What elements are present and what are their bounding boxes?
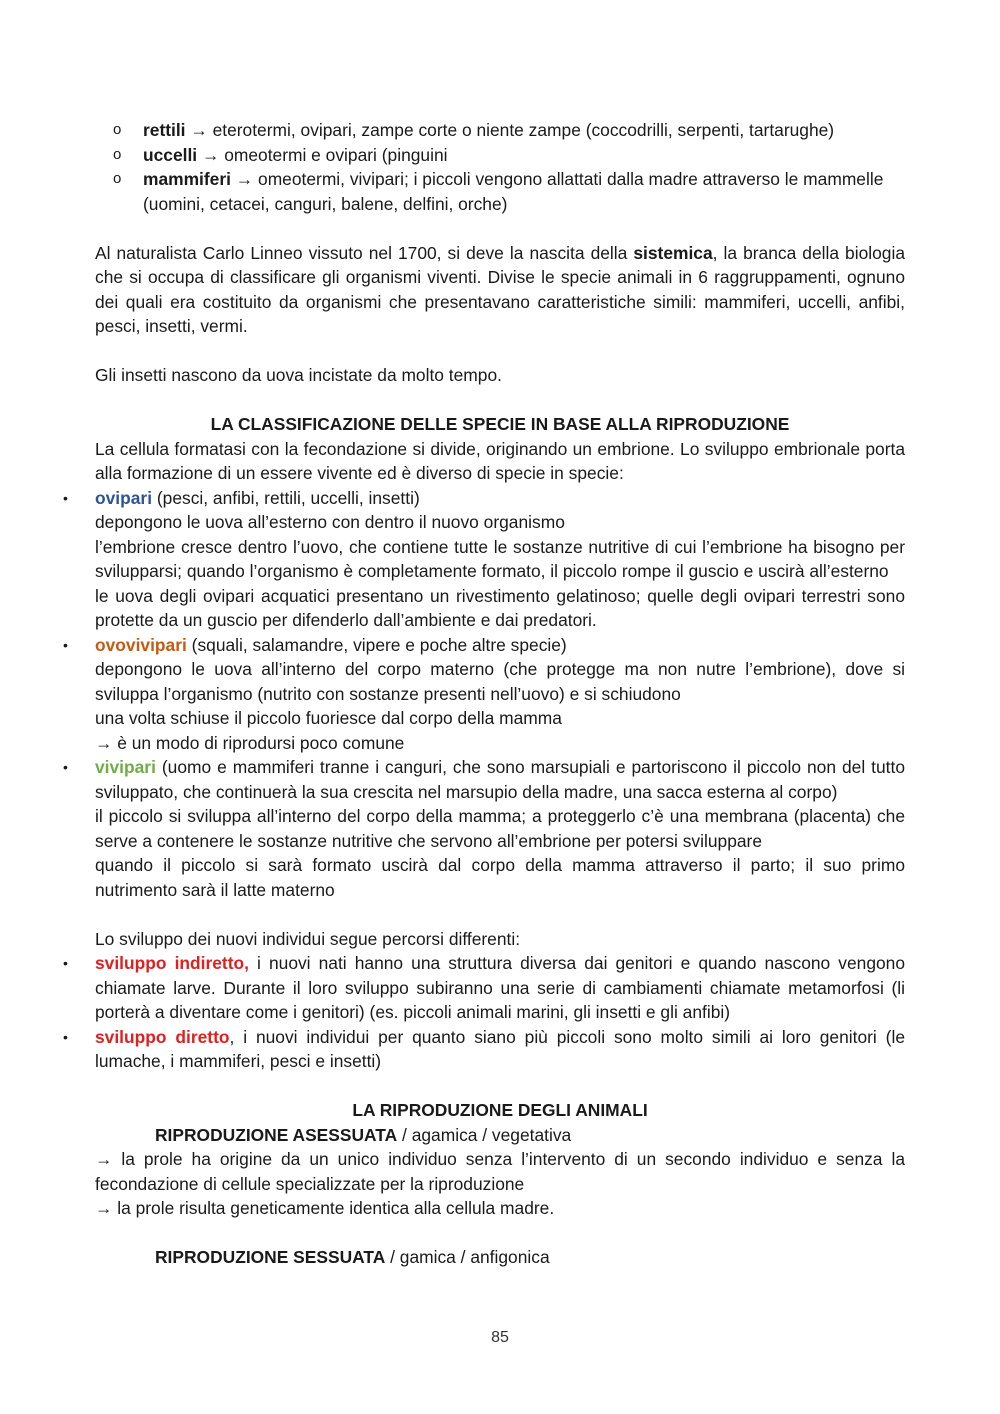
list-term: uccelli — [143, 144, 198, 165]
list-term: rettili — [143, 120, 186, 140]
section-intro: La cellula formatasi con la fecondazione si divide, originando un embrione. Lo sviluppo embrionale porta alla formazione di un essere vivente ed è diverso di specie in specie: — [95, 438, 905, 483]
term-ovovivipari: ovovivipari — [95, 634, 187, 655]
term-ovipari: ovipari — [95, 487, 153, 508]
sviluppo-intro: Lo sviluppo dei nuovi individui segue percorsi differenti: — [95, 928, 521, 949]
ovipari-examples: (pesci, anfibi, rettili, uccelli, insetti) — [152, 487, 420, 508]
indiretto-text: i nuovi nati hanno una struttura diversa dai genitori e quando nascono vengono chiamate larve. Durante il loro sviluppo subiranno una serie di cambiamenti chiamate metamorfosi (li porterà a diventare come i genitori) (es. piccoli animali marini, gli insetti e gli anfibi) — [95, 953, 906, 1022]
list-marker: o — [113, 121, 122, 138]
asexual-line-2: → la prole risulta geneticamente identica alla cellula madre. — [95, 1198, 555, 1218]
sexual-heading — [95, 1245, 905, 1270]
list-text: → omeotermi, vivipari; i piccoli vengono allattati dalla madre attraverso le mammelle (uomini, cetacei, canguri, balene, delfini, orche) — [143, 169, 884, 214]
list-term: mammiferi — [143, 169, 231, 189]
ovovivipari-line-3: → è un modo di riprodursi poco comune — [95, 732, 405, 753]
page-number: 85 — [491, 1329, 509, 1346]
linneo-before: Al naturalista Carlo Linneo vissuto nel 1700, si deve la nascita della — [95, 242, 634, 263]
list-text: → omeotermi e ovipari (pinguini — [197, 144, 448, 165]
list-item — [95, 167, 905, 216]
asexual-heading — [95, 1123, 905, 1148]
ovipari-line-2: l’embrione cresce dentro l’uovo, che contiene tutte le sostanze nutritive di cui l’embrione ha bisogno per svilupparsi; quando l’organismo è completamente formato, il piccolo rompe il guscio e uscirà all’esterno — [95, 536, 905, 581]
list-item — [95, 118, 905, 143]
section-heading: LA CLASSIFICAZIONE DELLE SPECIE IN BASE ALLA RIPRODUZIONE — [210, 414, 790, 434]
list-item — [95, 143, 905, 168]
classes-list — [95, 118, 905, 216]
bullet-sviluppo-indiretto — [63, 951, 906, 1025]
ovovivipari-line-2: una volta schiuse il piccolo fuoriesce dal corpo della mamma — [95, 708, 562, 728]
vivipari-examples: (uomo e mammiferi tranne i canguri, che sono marsupiali e partoriscono il piccolo non del tutto sviluppato, che continuerà la sua crescita nel marsupio della madre, una sacca esterna al corpo) — [95, 757, 905, 802]
ovovivipari-line-1: depongono le uova all’interno del corpo materno (che protegge ma non nutre l’embrione), dove si sviluppa l’organismo (nutrito con sostanze presenti nell’uovo) e si schiudono — [95, 659, 905, 704]
asexual-term: RIPRODUZIONE ASESSUATA — [155, 1124, 398, 1145]
term-sviluppo-indiretto: sviluppo indiretto, — [95, 953, 249, 973]
sexual-synonyms: / gamica / anfigonica — [385, 1247, 550, 1267]
bullet-ovipari — [63, 486, 905, 633]
bullet-sviluppo-diretto — [63, 1025, 905, 1074]
asexual-line-1: → la prole ha origine da un unico individuo senza l’intervento di un secondo individuo e senza la fecondazione di cellule specializzate per la riproduzione — [95, 1149, 905, 1194]
list-text: → eterotermi, ovipari, zampe corte o niente zampe (coccodrilli, serpenti, tartarughe) — [185, 120, 835, 140]
section-heading: LA RIPRODUZIONE DEGLI ANIMALI — [352, 1100, 648, 1120]
bullet-vivipari — [63, 755, 905, 902]
bullet-marker: • — [63, 489, 68, 506]
bullet-marker: • — [63, 636, 68, 653]
insetti-paragraph: Gli insetti nascono da uova incistate da molto tempo. — [95, 365, 502, 385]
linneo-after: , la branca della biologia che si occupa di classificare gli organismi viventi. Divise le specie animali in 6 raggruppamenti, ognuno dei quali era costituito da organismi che presentavano caratteristiche simili: mammiferi, uccelli, anfibi, pesci, insetti, vermi. — [95, 242, 905, 336]
bullet-marker: • — [63, 1028, 68, 1045]
linneo-paragraph — [95, 241, 905, 339]
bullet-ovovivipari — [63, 633, 905, 756]
diretto-text: , i nuovi individui per quanto siano più piccoli sono molto simili ai loro genitori (le lumache, i mammiferi, pesci e insetti) — [95, 1026, 905, 1071]
ovipari-line-3: le uova degli ovipari acquatici presentano un rivestimento gelatinoso; quelle degli ovipari terrestri sono protette da un guscio per difenderlo dall’ambiente e dai predatori. — [95, 585, 905, 630]
bullet-marker: • — [63, 759, 68, 775]
bullet-marker: • — [63, 955, 68, 971]
ovipari-line-1: depongono le uova all’esterno con dentro il nuovo organismo — [95, 512, 565, 532]
sexual-term: RIPRODUZIONE SESSUATA — [155, 1247, 386, 1267]
term-vivipari: vivipari — [95, 757, 156, 777]
vivipari-line-2: quando il piccolo si sarà formato uscirà dal corpo della mamma attraverso il parto; il suo primo nutrimento sarà il latte materno — [95, 855, 905, 900]
list-marker: o — [113, 170, 122, 187]
linneo-term: sistemica — [633, 242, 713, 263]
document-page — [63, 118, 906, 1270]
asexual-synonyms: / agamica / vegetativa — [397, 1124, 572, 1145]
ovovivipari-examples: (squali, salamandre, vipere e poche altre specie) — [186, 634, 567, 655]
term-sviluppo-diretto: sviluppo diretto — [95, 1026, 230, 1047]
list-marker: o — [113, 145, 122, 163]
vivipari-line-1: il piccolo si sviluppa all’interno del corpo della mamma; a proteggerlo c’è una membrana (placenta) che serve a contenere le sostanze nutritive che servono all’embrione per potersi sviluppare — [95, 806, 905, 851]
